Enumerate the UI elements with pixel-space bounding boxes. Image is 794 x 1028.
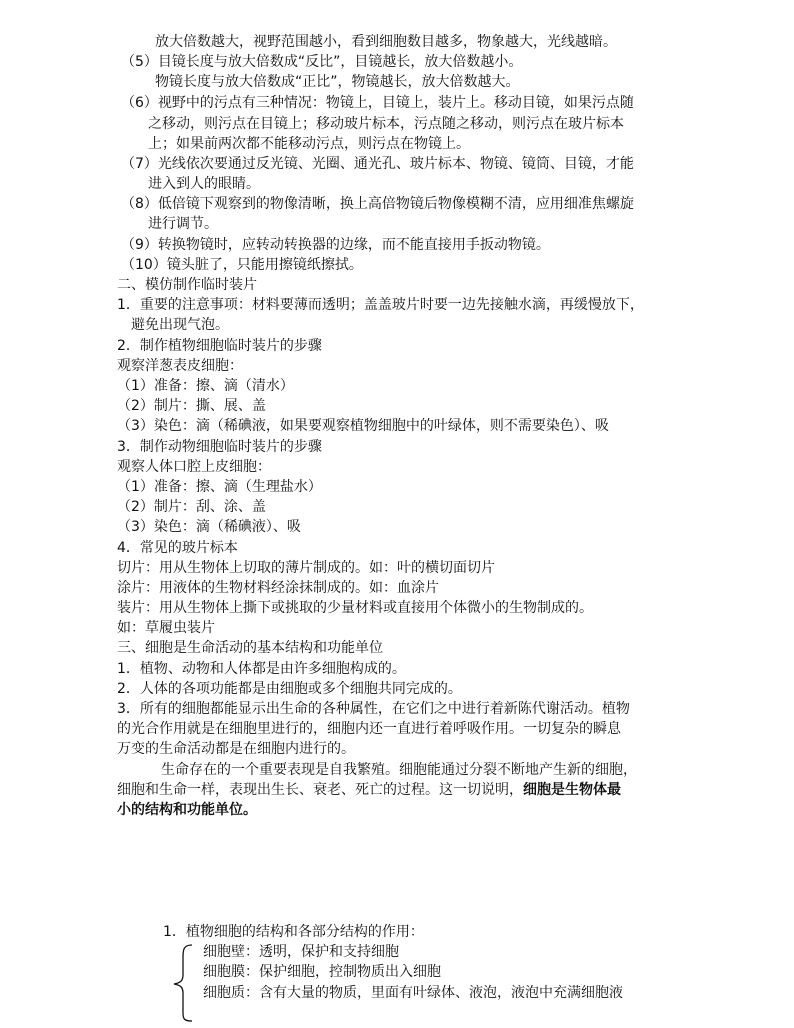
text-line: 如：草履虫装片 [117,620,215,636]
text-line: 1．植物、动物和人体都是由许多细胞构成的。 [117,661,406,677]
subheading: 3．制作动物细胞临时装片的步骤 [117,439,322,455]
subheading: 1．植物细胞的结构和各部分结构的作用： [163,924,424,940]
text-line: （3）染色：滴（稀碘液，如果要观察植物细胞中的叶绿体，则不需要染色）、吸 [117,418,609,434]
text-line: （8）低倍镜下观察到的物像清晰，换上高倍物镜后物像模糊不清，应用细准焦螺旋 [121,196,634,212]
text-line: 进行调节。 [148,216,218,232]
curly-brace-icon [170,943,196,1023]
text-line: 避免出现气泡。 [131,317,229,333]
section-heading: 二、模仿制作临时装片 [117,277,257,293]
text-line: 生命存在的一个重要表现是自我繁殖。细胞能通过分裂不断地产生新的细胞， [161,762,637,778]
section-heading: 三、细胞是生命活动的基本结构和功能单位 [117,640,383,656]
text-line: 万变的生命活动都是在细胞内进行的。 [117,741,355,757]
text-line: 放大倍数越大，视野范围越小，看到细胞数目越多，物象越大，光线越暗。 [155,34,617,50]
text-line: 2．人体的各项功能都是由细胞或多个细胞共同完成的。 [117,681,462,697]
list-item: 细胞膜：保护细胞，控制物质出入细胞 [203,964,441,980]
text-line: 上；如果前两次都不能移动污点，则污点在物镜上。 [148,136,470,152]
text-line: 3．所有的细胞都能显示出生命的各种属性，在它们之中进行着新陈代谢活动。植物 [117,701,630,717]
text-line: （6）视野中的污点有三种情况：物镜上，目镜上，装片上。移动目镜，如果污点随 [121,95,634,111]
text-line: 1．重要的注意事项：材料要薄而透明；盖盖玻片时要一边先接触水滴，再缓慢放下， [117,297,644,313]
text-line: 之移动，则污点在目镜上；移动玻片标本，污点随之移动，则污点在玻片标本 [148,116,624,132]
text-line: 观察人体口腔上皮细胞： [117,459,271,475]
text-line: （2）制片：撕、展、盖 [117,398,266,414]
text-line: 进入到人的眼睛。 [148,176,260,192]
text-line: （7）光线依次要通过反光镜、光圈、通光孔、玻片标本、物镜、镜筒、目镜，才能 [121,156,634,172]
emphasis-text: 细胞是生物体最 [523,782,621,798]
text-line: 的光合作用就是在细胞里进行的，细胞内还一直进行着呼吸作用。一切复杂的瞬息 [117,721,621,737]
text-segment: 细胞和生命一样，表现出生长、衰老、死亡的过程。这一切说明， [117,782,523,798]
text-line: （5）目镜长度与放大倍数成“反比”，目镜越长，放大倍数越小。 [121,54,523,70]
subheading: 4．常见的玻片标本 [117,540,238,556]
text-line: 涂片：用液体的生物材料经涂抹制成的。如：血涂片 [117,580,439,596]
text-line: 切片：用从生物体上切取的薄片制成的。如：叶的横切面切片 [117,560,495,576]
list-item: 细胞壁：透明，保护和支持细胞 [203,944,399,960]
text-line: （3）染色：滴（稀碘液）、吸 [117,519,301,535]
subheading: 2．制作植物细胞临时装片的步骤 [117,338,322,354]
text-line: （9）转换物镜时，应转动转换器的边缘，而不能直接用手扳动物镜。 [121,237,550,253]
text-line: （10）镜头脏了，只能用擦镜纸擦拭。 [121,257,363,273]
list-item: 细胞质：含有大量的物质，里面有叶绿体、液泡，液泡中充满细胞液 [203,985,623,1001]
text-line: 物镜长度与放大倍数成“正比”，物镜越长，放大倍数越大。 [155,74,520,90]
emphasis-text: 小的结构和功能单位。 [117,802,257,818]
text-line: （1）准备：擦、滴（清水） [117,378,294,394]
text-line: 观察洋葱表皮细胞： [117,358,243,374]
text-line: （2）制片：刮、涂、盖 [117,499,266,515]
text-line [117,780,621,800]
text-line: （1）准备：擦、滴（生理盐水） [117,479,322,495]
text-line: 装片：用从生物体上撕下或挑取的少量材料或直接用个体微小的生物制成的。 [117,600,593,616]
